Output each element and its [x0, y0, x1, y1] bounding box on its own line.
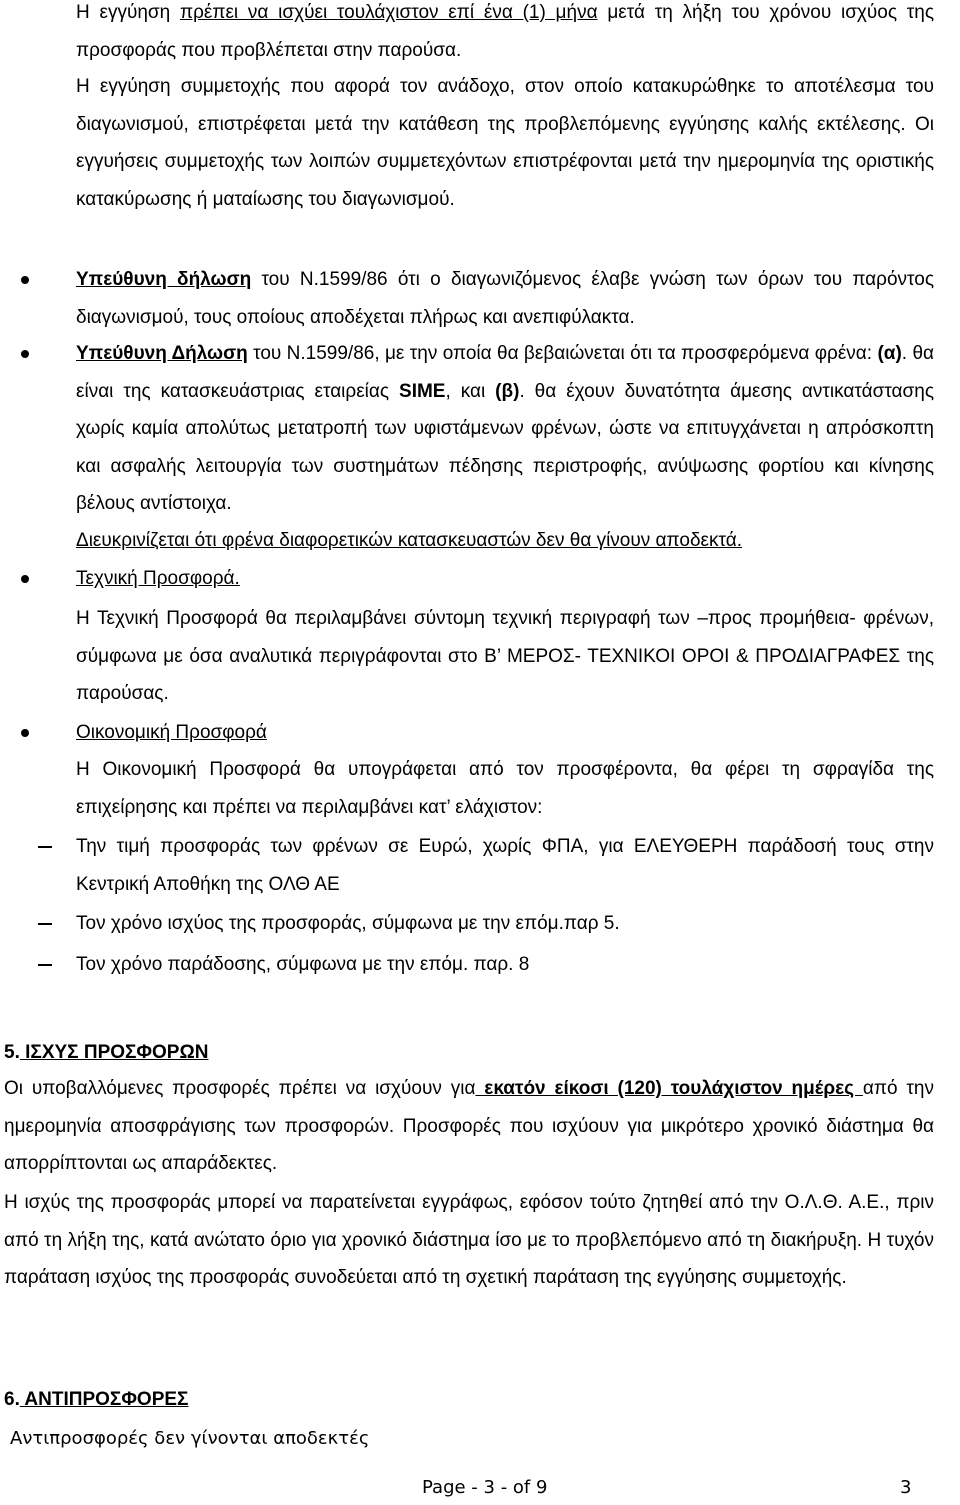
- declaration-1-text: του Ν.1599/86 ότι ο διαγωνιζόμενος έλαβε γνώση των όρων του παρόντος διαγωνισμού, τους οποίους αποδέχεται πλήρως και ανεπιφύλακτα.: [76, 269, 934, 328]
- text: Η εγγύηση: [76, 2, 180, 23]
- text: Οι υποβαλλόμενες προσφορές πρέπει να ισχύουν για: [4, 1078, 476, 1099]
- section-5-paragraph-2: Η ισχύς της προσφοράς μπορεί να παρατείνεται εγγράφως, εφόσον τούτο ζητηθεί από την Ο.Λ.Θ. Α.Ε., πριν από τη λήξη της, κατά ανώτατο όριο για χρονικό διάστημα ίσο με το προβλεπόμενο από τη διακήρυξη. Η τυχόν παράταση ισχύος της προσφοράς συνοδεύεται από τη σχετική παράταση της εγγύησης συμμετοχής.: [4, 1192, 934, 1288]
- guarantee-paragraph: [76, 0, 934, 69]
- declaration-2-title: Υπεύθυνη Δήλωση: [76, 343, 248, 364]
- bullet-icon: [21, 729, 29, 737]
- declaration-2: [76, 335, 934, 523]
- section-5-paragraph-1: [4, 1070, 934, 1183]
- financial-item: Τον χρόνο ισχύος της προσφοράς, σύμφωνα με την επόμ.παρ 5.: [76, 913, 620, 934]
- emphasis-text: εκατόν είκοσι (120) τουλάχιστον ημέρες: [475, 1078, 863, 1099]
- bullet-icon: [21, 350, 29, 358]
- underlined-text: πρέπει να ισχύει τουλάχιστον επί ένα (1) μήνα: [179, 2, 598, 23]
- section-number: 5.: [4, 1042, 20, 1063]
- guarantee-return-paragraph: Η εγγύηση συμμετοχής που αφορά τον ανάδοχο, στον οποίο κατακυρώθηκε το αποτέλεσμα του διαγωνισμού, επιστρέφεται μετά την κατάθεση της προβλεπόμενης εγγύησης καλής εκτέλεσης. Οι εγγυήσεις συμμετοχής των λοιπών συμμετεχόντων επιστρέφονται μετά την ημερομηνία της οριστικής κατακύρωσης ή ματαίωσης του διαγωνισμού.: [76, 76, 934, 210]
- section-6-heading: [4, 1381, 934, 1419]
- text: μετά τη λήξη του χρόνου ισχύος της προσφοράς που προβλέπεται στην παρούσα.: [76, 2, 934, 61]
- section-5-heading: [4, 1034, 934, 1072]
- text: (β): [495, 380, 520, 402]
- text: από την ημερομηνία αποσφράγισης των προσφορών. Προσφορές που ισχύουν για μικρότερο χρονικό διάστημα θα απορρίπτονται ως απαράδεκτες.: [4, 1078, 934, 1174]
- section-title: ΙΣΧΥΣ ΠΡΟΣΦΟΡΩΝ: [19, 1042, 209, 1063]
- text: SIME: [399, 380, 446, 402]
- section-number: 6.: [4, 1389, 20, 1410]
- text: . θα έχουν δυνατότητα άμεσης αντικατάστασης χωρίς καμία απολύτως μετατροπή των υφιστάμενων φρένων, ώστε να επιτυγχάνεται η απρόσκοπτη και ασφαλής λειτουργία των συστημάτων πέδησης περιστροφής, ανύψωσης φορτίου και κίνησης βέλους αντίστοιχα.: [76, 380, 934, 514]
- bullet-icon: [21, 575, 29, 583]
- technical-offer-title: Τεχνική Προσφορά.: [76, 568, 240, 589]
- technical-offer-text: Η Τεχνική Προσφορά θα περιλαμβάνει σύντομη τεχνική περιγραφή των –προς προμήθεια- φρένων, σύμφωνα με όσα αναλυτικά περιγράφονται στο Β’ ΜΕΡΟΣ- ΤΕΧΝΙΚΟΙ ΟΡΟΙ & ΠΡΟΔΙΑΓΡΑΦΕΣ της παρούσας.: [76, 608, 934, 704]
- footer-page-number: 3: [900, 1477, 912, 1498]
- financial-offer-title: Οικονομική Προσφορά: [76, 722, 267, 743]
- financial-item: Την τιμή προσφοράς των φρένων σε Ευρώ, χωρίς ΦΠΑ, για ΕΛΕΥΘΕΡΗ παράδοσή τους στην Κεντρική Αποθήκη της ΟΛΘ ΑΕ: [76, 836, 934, 895]
- footer-page-label: Page - 3 - of 9: [422, 1477, 548, 1498]
- declaration-1-title: Υπεύθυνη δήλωση: [76, 269, 252, 290]
- section-6-text: Αντιπροσφορές δεν γίνονται αποδεκτές: [10, 1428, 370, 1449]
- text: , και: [445, 380, 496, 402]
- financial-item: Τον χρόνο παράδοσης, σύμφωνα με την επόμ. παρ. 8: [76, 954, 530, 975]
- dash-icon: [38, 964, 52, 966]
- text: του Ν.1599/86, με την οποία θα βεβαιώνεται ότι τα προσφερόμενα φρένα:: [247, 343, 878, 364]
- text: (α): [877, 343, 902, 364]
- section-title: ΑΝΤΙΠΡΟΣΦΟΡΕΣ: [19, 1389, 189, 1410]
- dash-icon: [38, 923, 52, 925]
- dash-icon: [38, 846, 52, 848]
- declaration-1: [76, 261, 934, 336]
- declaration-2-note: Διευκρινίζεται ότι φρένα διαφορετικών κατασκευαστών δεν θα γίνουν αποδεκτά.: [76, 530, 742, 551]
- bullet-icon: [21, 276, 29, 284]
- financial-offer-text: Η Οικονομική Προσφορά θα υπογράφεται από τον προσφέροντα, θα φέρει τη σφραγίδα της επιχείρησης και πρέπει να περιλαμβάνει κατ’ ελάχιστον:: [76, 759, 934, 818]
- text: . θα είναι της κατασκευάστριας εταιρείας: [76, 343, 934, 402]
